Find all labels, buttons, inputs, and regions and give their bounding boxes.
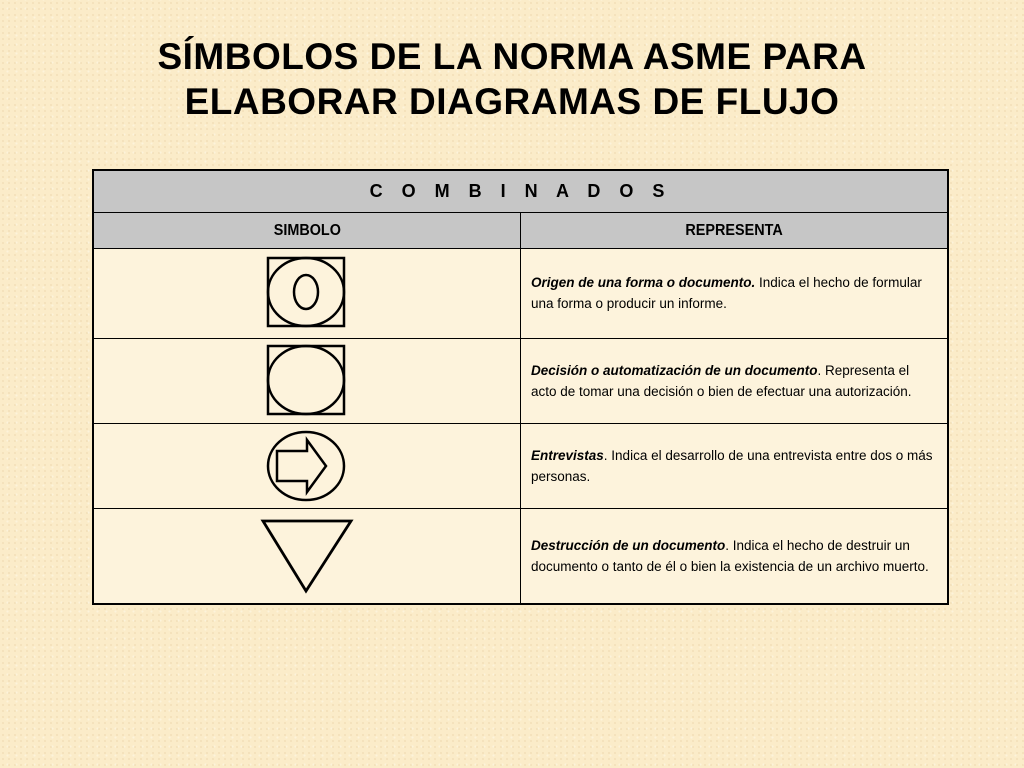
column-header-represents	[521, 213, 948, 249]
description-cell	[521, 423, 948, 508]
row-term: Entrevistas	[531, 447, 604, 463]
group-header: C O M B I N A D O S	[94, 171, 947, 213]
row-description: . Indica el desarrollo de una entrevista entre dos o más personas.	[531, 447, 933, 484]
row-term: Destrucción de un documento	[531, 538, 726, 554]
symbol-cell	[94, 509, 521, 603]
symbol-cell	[94, 249, 521, 338]
row-description: . Representa el acto de tomar una decisión o bien de efectuar una autorización.	[531, 362, 912, 399]
column-header-symbol-label: SIMBOLO	[273, 221, 341, 239]
table-row	[94, 509, 947, 603]
table-row	[94, 423, 947, 508]
row-term: Decisión o automatización de un documento	[531, 362, 818, 378]
symbols-table	[94, 171, 947, 603]
slide-title	[0, 34, 1024, 124]
table-row	[94, 338, 947, 423]
symbols-table-frame	[92, 169, 949, 605]
square-with-circle-and-oval-icon	[266, 256, 348, 330]
column-header-represents-label: REPRESENTA	[685, 221, 783, 239]
row-description: . Indica el hecho de destruir un documento o tanto de él o bien la existencia de un archivo muerto.	[531, 538, 929, 575]
symbol-cell	[94, 423, 521, 508]
description-cell	[521, 509, 948, 603]
row-description: Indica el hecho de formular una forma o producir un informe.	[531, 275, 922, 312]
column-header-symbol	[94, 213, 521, 249]
description-cell	[521, 338, 948, 423]
circle-with-arrow-icon	[265, 429, 349, 503]
slide-title-line-1: SÍMBOLOS DE LA NORMA ASME PARA	[157, 36, 867, 77]
table-row	[94, 249, 947, 338]
row-term: Origen de una forma o documento.	[531, 275, 756, 291]
inverted-triangle-icon	[260, 517, 354, 595]
slide-title-line-2: ELABORAR DIAGRAMAS DE FLUJO	[184, 81, 840, 122]
square-with-circle-icon	[266, 344, 348, 418]
description-cell	[521, 249, 948, 338]
symbol-cell	[94, 338, 521, 423]
